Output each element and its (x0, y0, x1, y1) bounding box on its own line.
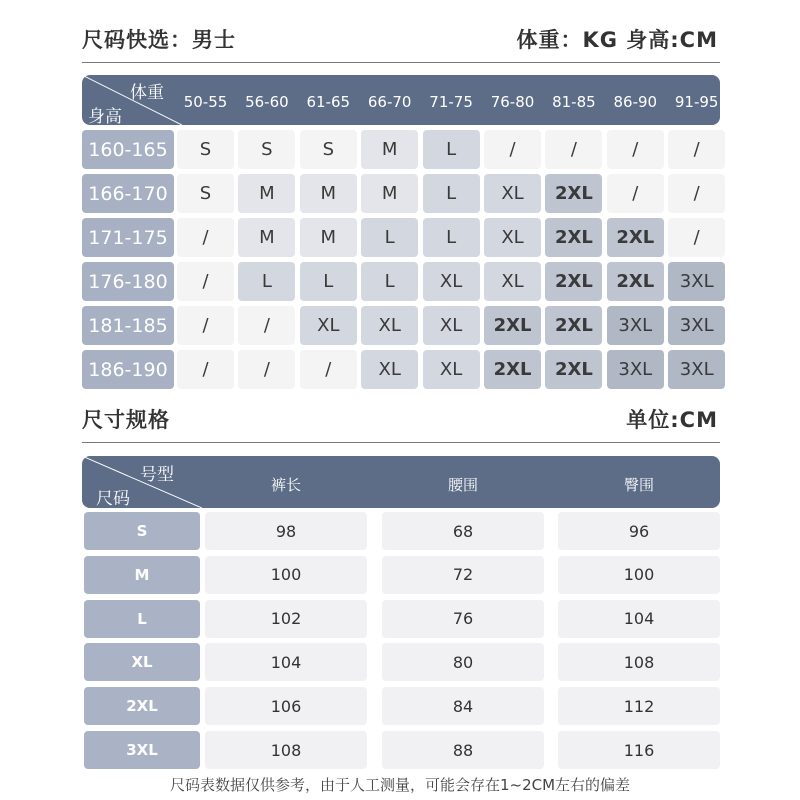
height-row-header: 176-180 (82, 262, 174, 301)
size-cell: L (300, 262, 357, 301)
size-cell: / (545, 130, 602, 169)
size-cell: 2XL (607, 218, 664, 257)
size-row-header: 3XL (84, 731, 200, 769)
weight-column-header: 76-80 (490, 93, 535, 111)
size-cell: L (423, 130, 480, 169)
size-cell: 3XL (607, 306, 664, 345)
spec-value-cell: 100 (558, 556, 720, 594)
size-row-header: XL (84, 643, 200, 681)
weight-column-header: 50-55 (183, 93, 228, 111)
size-cell: 2XL (545, 174, 602, 213)
spec-column-header: 裤长 (270, 476, 301, 494)
size-cell: S (177, 130, 234, 169)
spec-value-cell: 76 (382, 600, 544, 638)
spec-column-header: 腰围 (447, 476, 478, 494)
divider (82, 62, 720, 63)
footnote: 尺码表数据仅供参考，由于人工测量，可能会存在1~2CM左右的偏差 (169, 776, 631, 794)
size-cell: 3XL (607, 350, 664, 389)
quick-select-title: 尺码快选：男士 (82, 28, 236, 52)
corner-label-size: 尺码 (96, 489, 130, 509)
height-row-header: 186-190 (82, 350, 174, 389)
size-row-header: 2XL (84, 687, 200, 725)
size-cell: XL (423, 350, 480, 389)
spec-value-cell: 104 (558, 600, 720, 638)
weight-column-header: 61-65 (306, 93, 351, 111)
size-cell: XL (361, 350, 418, 389)
weight-column-header: 91-95 (674, 93, 719, 111)
size-cell: XL (361, 306, 418, 345)
size-cell: / (484, 130, 541, 169)
size-cell: XL (300, 306, 357, 345)
size-cell: XL (484, 174, 541, 213)
size-cell: M (300, 174, 357, 213)
size-cell: M (238, 174, 295, 213)
size-cell: S (177, 174, 234, 213)
spec-value-cell: 106 (205, 687, 367, 725)
size-cell: / (607, 130, 664, 169)
size-cell: / (668, 218, 725, 257)
size-cell: L (238, 262, 295, 301)
spec-value-cell: 108 (558, 643, 720, 681)
size-cell: XL (423, 262, 480, 301)
spec-value-cell: 68 (382, 512, 544, 550)
size-cell: / (238, 350, 295, 389)
size-cell: M (300, 218, 357, 257)
weight-column-header: 71-75 (429, 93, 473, 111)
size-cell: / (177, 306, 234, 345)
size-cell: M (361, 130, 418, 169)
weight-column-header: 56-60 (245, 93, 289, 111)
size-cell: / (238, 306, 295, 345)
size-cell: L (361, 218, 418, 257)
size-cell: 2XL (545, 262, 602, 301)
size-cell: 2XL (484, 306, 541, 345)
corner-label-weight: 体重 (130, 83, 164, 103)
size-cell: 2XL (545, 218, 602, 257)
quick-select-units: 体重：KG 身高:CM (516, 28, 718, 52)
corner-label-height: 身高 (88, 107, 122, 127)
size-cell: / (177, 350, 234, 389)
height-row-header: 166-170 (82, 174, 174, 213)
spec-value-cell: 98 (205, 512, 367, 550)
spec-value-cell: 72 (382, 556, 544, 594)
divider (82, 442, 720, 443)
spec-value-cell: 88 (382, 731, 544, 769)
spec-value-cell: 108 (205, 731, 367, 769)
size-cell: S (300, 130, 357, 169)
height-row-header: 160-165 (82, 130, 174, 169)
weight-column-header: 81-85 (552, 93, 596, 111)
size-cell: XL (484, 262, 541, 301)
height-row-header: 171-175 (82, 218, 174, 257)
weight-column-header: 66-70 (367, 93, 412, 111)
size-row-header: S (84, 512, 200, 550)
spec-value-cell: 104 (205, 643, 367, 681)
spec-header (82, 456, 720, 508)
spec-value-cell: 100 (205, 556, 367, 594)
corner-label-type: 号型 (140, 465, 174, 485)
spec-column-header: 臀围 (623, 476, 654, 494)
spec-value-cell: 112 (558, 687, 720, 725)
size-cell: L (423, 174, 480, 213)
size-cell: XL (484, 218, 541, 257)
size-cell: 3XL (668, 306, 725, 345)
weight-column-header: 86-90 (613, 93, 658, 111)
size-cell: 2XL (484, 350, 541, 389)
size-cell: L (423, 218, 480, 257)
spec-value-cell: 102 (205, 600, 367, 638)
size-cell: 2XL (545, 306, 602, 345)
spec-value-cell: 96 (558, 512, 720, 550)
size-cell: / (177, 262, 234, 301)
quick-select-header (82, 75, 720, 125)
size-cell: 3XL (668, 350, 725, 389)
size-cell: / (607, 174, 664, 213)
spec-value-cell: 116 (558, 731, 720, 769)
size-cell: S (238, 130, 295, 169)
size-cell: 2XL (607, 262, 664, 301)
size-cell: 2XL (545, 350, 602, 389)
size-cell: 3XL (668, 262, 725, 301)
size-cell: / (300, 350, 357, 389)
size-cell: / (177, 218, 234, 257)
size-cell: M (238, 218, 295, 257)
size-cell: / (668, 130, 725, 169)
height-row-header: 181-185 (82, 306, 174, 345)
size-cell: / (668, 174, 725, 213)
size-cell: L (361, 262, 418, 301)
size-cell: XL (423, 306, 480, 345)
spec-title: 尺寸规格 (82, 408, 170, 432)
spec-value-cell: 80 (382, 643, 544, 681)
spec-units: 单位:CM (626, 408, 718, 432)
size-row-header: L (84, 600, 200, 638)
spec-value-cell: 84 (382, 687, 544, 725)
size-cell: M (361, 174, 418, 213)
size-row-header: M (84, 556, 200, 594)
